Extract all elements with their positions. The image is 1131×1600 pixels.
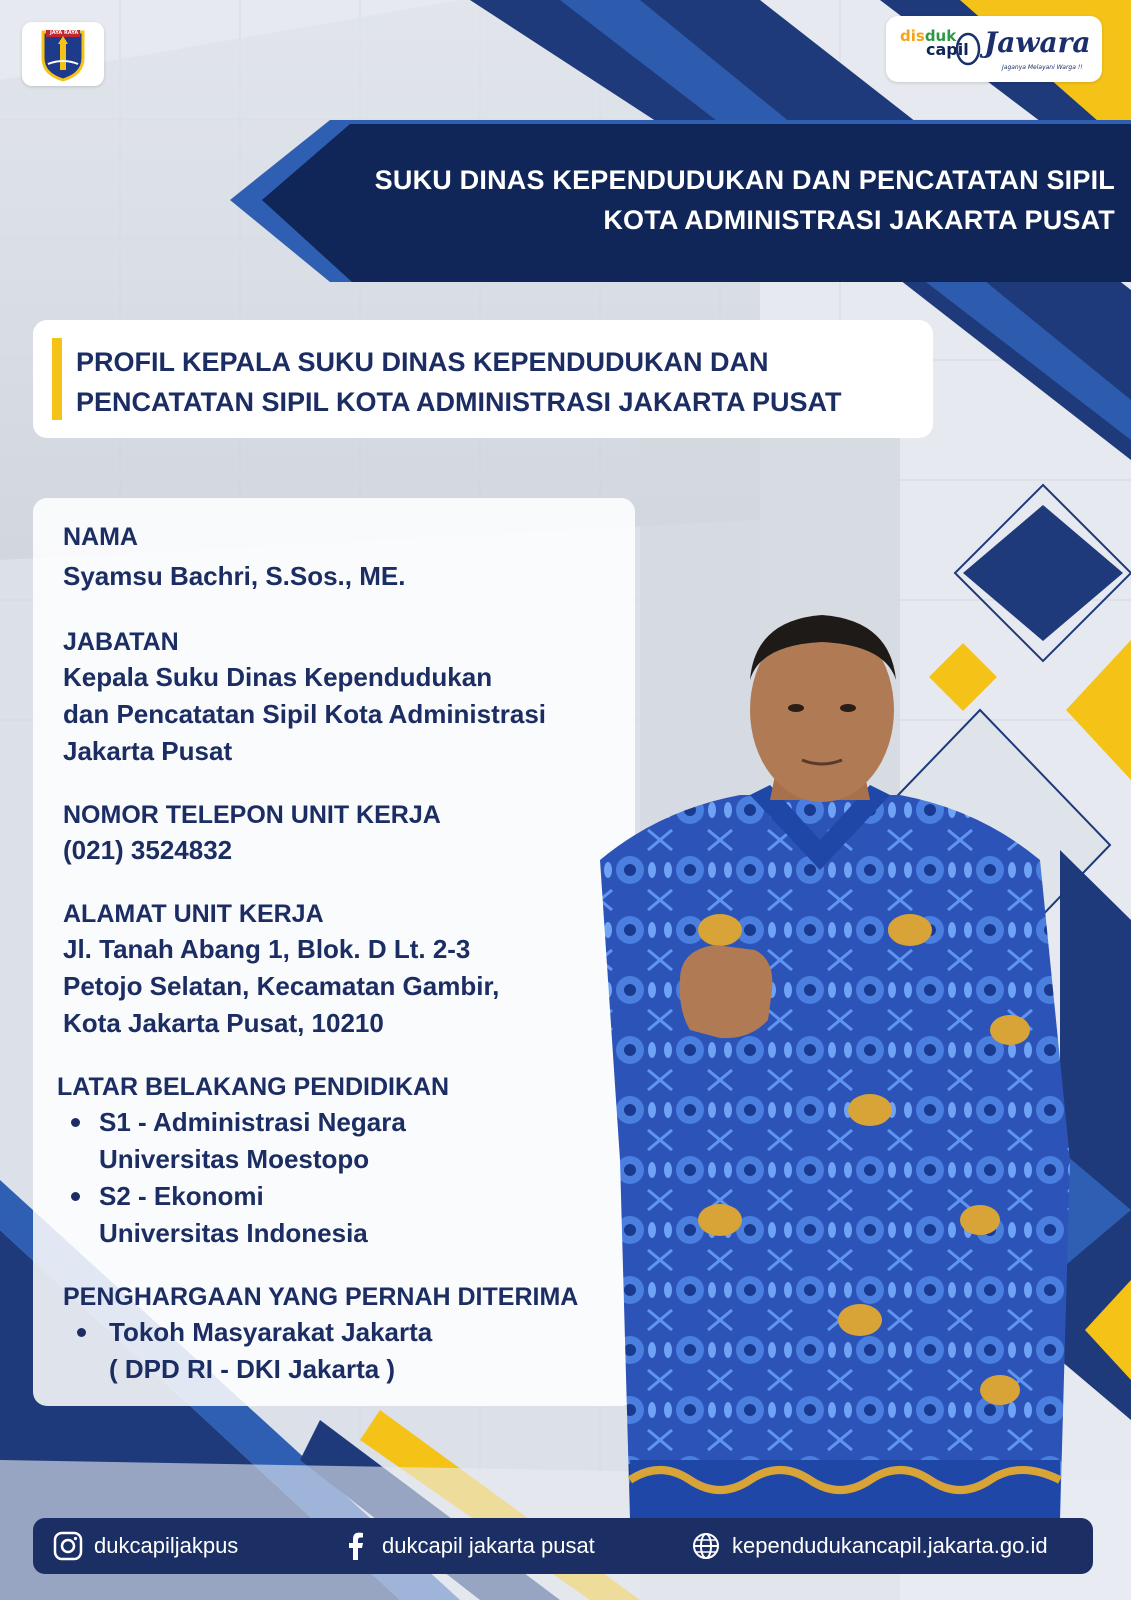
penghargaan-label: PENGHARGAAN YANG PERNAH DITERIMA (63, 1283, 579, 1311)
instagram-icon (52, 1530, 84, 1562)
footer-facebook-link[interactable] (340, 1530, 595, 1562)
alamat-value-line-2: Petojo Selatan, Kecamatan Gambir, (63, 971, 500, 1001)
pendidikan-degree: S2 - Ekonomi (99, 1181, 264, 1211)
penghargaan-section (63, 1280, 578, 1388)
nama-section (63, 520, 405, 595)
jabatan-label: JABATAN (63, 628, 179, 656)
pendidikan-item (57, 1178, 449, 1252)
pendidikan-university: Universitas Moestopo (99, 1144, 370, 1174)
nama-label: NAMA (63, 523, 138, 551)
pendidikan-university: Universitas Indonesia (99, 1218, 368, 1248)
pendidikan-label: LATAR BELAKANG PENDIDIKAN (57, 1073, 450, 1101)
profile-title-line-1: PROFIL KEPALA SUKU DINAS KEPENDUDUKAN DAN (76, 347, 769, 377)
jabatan-section (63, 625, 546, 770)
logo-capil: capil (926, 40, 969, 59)
profile-title-line-2: PENCATATAN SIPIL KOTA ADMINISTRASI JAKARTA PUSAT (76, 387, 842, 417)
penghargaan-source: ( DPD RI - DKI Jakarta ) (109, 1354, 396, 1384)
disdukcapil-jawara-logo (886, 16, 1102, 82)
facebook-icon (340, 1530, 372, 1562)
profile-title-accent-bar (52, 338, 62, 420)
logo-dis: dis (900, 27, 925, 45)
alamat-label: ALAMAT UNIT KERJA (63, 900, 324, 928)
official-portrait (540, 600, 1100, 1520)
nama-value: Syamsu Bachri, S.Sos., ME. (63, 561, 406, 591)
telepon-value: (021) 3524832 (63, 835, 233, 865)
disdukcapil-ring-icon (956, 30, 986, 68)
penghargaan-title: Tokoh Masyarakat Jakarta (109, 1317, 433, 1347)
alamat-section (63, 897, 499, 1042)
pendidikan-degree: S1 - Administrasi Negara (99, 1107, 406, 1137)
facebook-page: dukcapil jakarta pusat (382, 1533, 595, 1558)
alamat-value-line-1: Jl. Tanah Abang 1, Blok. D Lt. 2-3 (63, 934, 471, 964)
jabatan-value-line-1: Kepala Suku Dinas Kependudukan (63, 662, 493, 692)
footer-instagram-link[interactable] (52, 1530, 238, 1562)
jabatan-value-line-3: Jakarta Pusat (63, 736, 233, 766)
organization-title-line-1: SUKU DINAS KEPENDUDUKAN DAN PENCATATAN SIPIL (374, 165, 1115, 195)
jawara-tagline: Jaganya Melayani Warga !! (1002, 64, 1083, 71)
globe-icon (690, 1530, 722, 1562)
telepon-label: NOMOR TELEPON UNIT KERJA (63, 801, 441, 829)
pendidikan-section (57, 1070, 449, 1252)
website-url: kependudukancapil.jakarta.go.id (732, 1533, 1048, 1558)
jawara-logo-text: Jawara (984, 26, 1091, 59)
penghargaan-item (63, 1314, 578, 1388)
jakarta-logo-box (22, 22, 104, 86)
jakarta-logo-text: JAYA RAYA (50, 30, 79, 36)
logo-duk: duk (924, 27, 957, 45)
profile-title (76, 342, 916, 422)
pendidikan-item (57, 1104, 449, 1178)
organization-title (295, 160, 1115, 240)
instagram-handle: dukcapiljakpus (94, 1533, 239, 1558)
organization-title-line-2: KOTA ADMINISTRASI JAKARTA PUSAT (603, 205, 1115, 235)
jabatan-value-line-2: dan Pencatatan Sipil Kota Administrasi (63, 699, 547, 729)
footer-website-link[interactable] (690, 1530, 1048, 1562)
telepon-section (63, 798, 441, 869)
alamat-value-line-3: Kota Jakarta Pusat, 10210 (63, 1008, 384, 1038)
